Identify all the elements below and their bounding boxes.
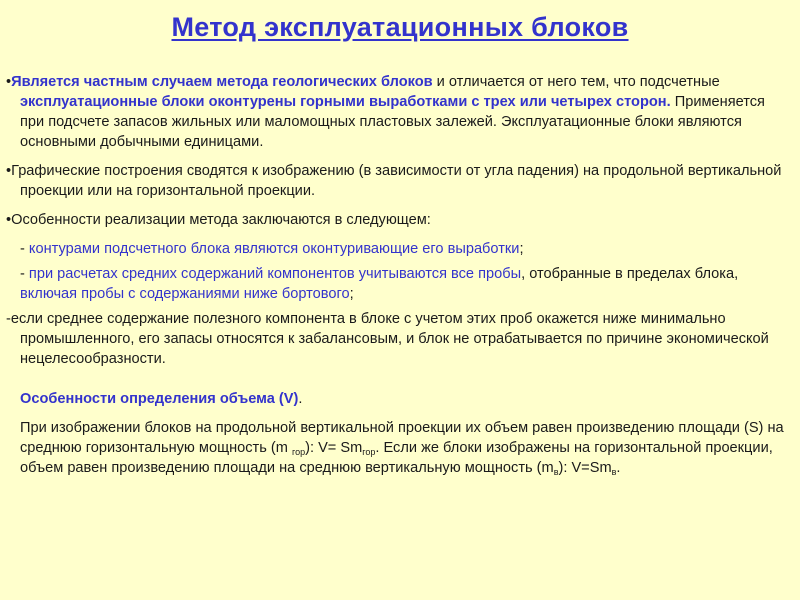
feature-item-samples [6, 264, 786, 304]
slide-title: Метод эксплуатационных блоков [171, 12, 629, 42]
punctuation: ; [349, 286, 354, 302]
dash: - [20, 241, 29, 257]
dash: - [20, 266, 29, 282]
volume-paragraph [6, 418, 786, 478]
paragraph-graphics [6, 161, 786, 201]
subscript-gor: гор [291, 447, 306, 457]
subscript-v: в [553, 467, 559, 477]
volume-text-1: При изображении блоков на продольной вертикальной проекции их объем равен произведению площади (S) на среднюю горизонтальную мощность (m [20, 420, 784, 456]
bullet: • [6, 163, 12, 179]
volume-heading [6, 389, 786, 409]
samples-text: , отобранные в пределах блока, [521, 266, 739, 282]
volume-text-2: . Если же блоки изображены на горизонтальной проекции, объем равен произведению площади на среднюю вертикальную мощность (m [20, 440, 773, 476]
definition-text: и отличается от него тем, что подсчетные [432, 74, 720, 90]
offbalance-text: -если среднее содержание полезного компонента в блоке с учетом этих проб окажется ниже минимально промышленного, его запасы относятся к забалансовым, и блок не отрабатывается по причине экономической нецелесообразности. [6, 311, 769, 367]
samples-highlight: при расчетах средних содержаний компонентов учитываются все пробы [28, 266, 522, 282]
definition-highlight: Является частным случаем метода геологических блоков [11, 74, 433, 90]
graphics-text: Графические построения сводятся к изображению (в зависимости от угла падения) на продольной вертикальной проекции или на горизонтальной проекции. [11, 163, 782, 199]
punctuation: . [298, 391, 303, 407]
slide-body [6, 72, 786, 478]
subscript-v: в [611, 467, 617, 477]
volume-heading-text: Особенности определения объема (V) [20, 391, 299, 407]
feature-item-contours [6, 239, 786, 259]
paragraph-features [6, 210, 786, 230]
subscript-gor: гор [362, 447, 376, 457]
application-text: Применяется при подсчете запасов жильных или маломощных пластовых залежей. Эксплуатационные блоки являются основными добычными единицами. [20, 94, 765, 150]
punctuation: . [616, 460, 621, 476]
bullet: • [6, 212, 12, 228]
contour-highlight: эксплуатационные блоки оконтурены горными выработками с трех или четырех сторон. [20, 94, 671, 110]
cutoff-highlight: включая пробы с содержаниями ниже бортового [20, 286, 350, 302]
volume-formula-2: ): V=Sm [558, 460, 612, 476]
volume-formula-1: ): V= Sm [305, 440, 363, 456]
features-text: Особенности реализации метода заключаются в следующем: [11, 212, 431, 228]
feature-item-offbalance [6, 309, 786, 369]
paragraph-definition [6, 72, 786, 152]
contours-highlight: контурами подсчетного блока являются оконтуривающие его выработки [28, 241, 520, 257]
punctuation: ; [519, 241, 524, 257]
bullet: • [6, 74, 12, 90]
